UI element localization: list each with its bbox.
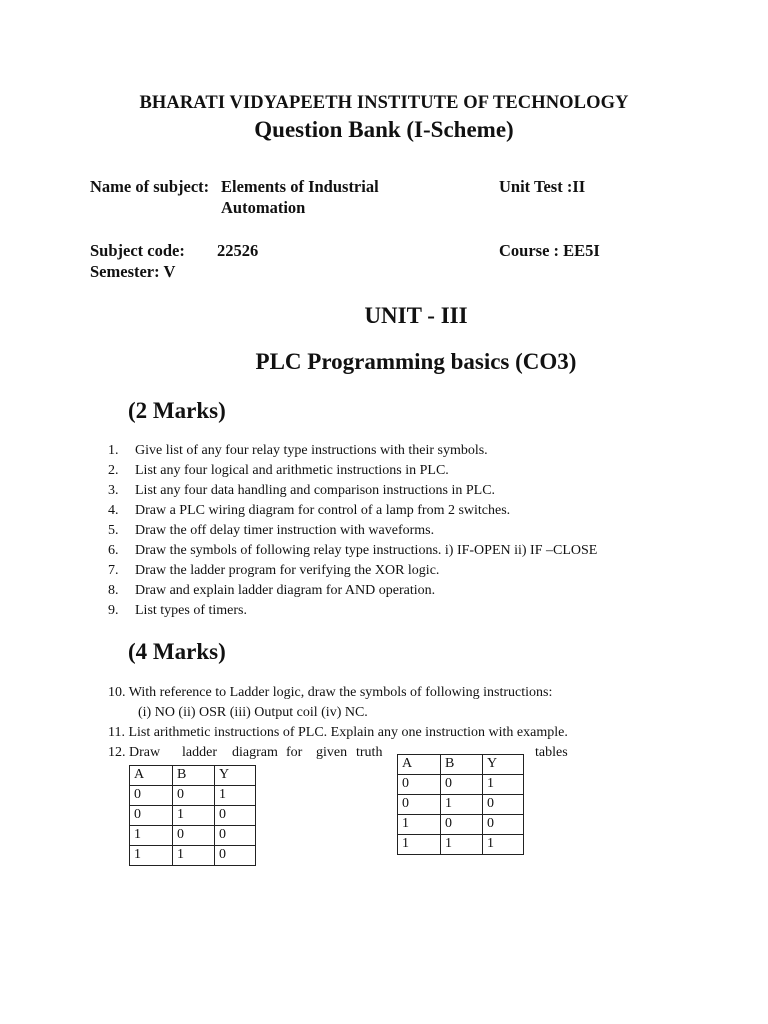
question-number: 9. [108,603,119,618]
question-number: 7. [108,563,119,578]
question-12-word: ladder [182,745,217,760]
table-cell: 0 [130,806,173,826]
table-row [130,786,256,806]
question-12-word: diagram [232,745,278,760]
subject-name-line2: Automation [221,198,306,217]
table-header-row [130,766,256,786]
subject-code-label: Subject code: [90,241,185,260]
question-12-word: given [316,745,348,760]
table-cell: 0 [130,786,173,806]
truth-table-2 [397,754,524,855]
question-text: List any four logical and arithmetic instructions in PLC. [135,463,449,478]
table-cell: 1 [130,846,173,866]
table-cell: 0 [215,846,256,866]
table-row [398,775,524,795]
question-12-word: 12. Draw [108,745,161,760]
table-cell: 0 [483,815,524,835]
question-number: 6. [108,543,119,558]
question-10-options: (i) NO (ii) OSR (iii) Output coil (iv) NC. [138,705,368,720]
unit-heading: UNIT - III [364,303,468,328]
question-number: 2. [108,463,119,478]
table-cell: 1 [130,826,173,846]
table-cell: 1 [441,795,483,815]
question-number: 1. [108,443,119,458]
table-cell: 0 [441,815,483,835]
question-text: Draw the symbols of following relay type instructions. i) IF-OPEN ii) IF –CLOSE [135,543,598,558]
table-cell: 0 [215,806,256,826]
list-item [108,541,597,561]
table-cell: 1 [173,846,215,866]
table-cell: 1 [483,775,524,795]
table-header-cell: A [130,766,173,786]
question-11: 11. List arithmetic instructions of PLC. Explain any one instruction with example. [108,725,568,740]
question-text: Draw the ladder program for verifying the XOR logic. [135,563,440,578]
unit-topic: PLC Programming basics (CO3) [255,349,577,374]
two-marks-question-list [108,441,597,621]
table-cell: 0 [398,775,441,795]
question-text: Draw the off delay timer instruction with waveforms. [135,523,435,538]
question-12-word: for [286,745,303,760]
table-row [398,795,524,815]
table-cell: 0 [398,795,441,815]
table-row [130,846,256,866]
question-12-tail: tables [535,745,568,760]
table-cell: 0 [483,795,524,815]
subject-name-line1: Elements of Industrial [221,177,379,196]
question-number: 5. [108,523,119,538]
question-number: 3. [108,483,119,498]
table-cell: 0 [173,786,215,806]
question-12-word: truth [356,745,383,760]
list-item [108,501,597,521]
document-title: Question Bank (I-Scheme) [254,117,514,142]
table-header-cell: B [173,766,215,786]
two-marks-heading: (2 Marks) [128,398,226,423]
list-item [108,561,597,581]
subject-code-value: 22526 [217,241,259,260]
table-cell: 1 [398,815,441,835]
table-header-cell: B [441,755,483,775]
table-cell: 0 [173,826,215,846]
question-text: List types of timers. [135,603,247,618]
list-item [108,461,597,481]
truth-table-1 [129,765,256,866]
table-row [130,826,256,846]
list-item [108,521,597,541]
question-text: Draw and explain ladder diagram for AND operation. [135,583,436,598]
question-10: 10. With reference to Ladder logic, draw the symbols of following instructions: [108,685,553,700]
table-header-cell: A [398,755,441,775]
table-header-cell: Y [215,766,256,786]
question-text: Draw a PLC wiring diagram for control of a lamp from 2 switches. [135,503,511,518]
question-number: 8. [108,583,119,598]
question-number: 4. [108,503,119,518]
list-item [108,481,597,501]
table-cell: 0 [215,826,256,846]
unit-test: Unit Test :II [499,177,586,196]
institute-name: BHARATI VIDYAPEETH INSTITUTE OF TECHNOLOGY [139,93,629,113]
subject-label: Name of subject: [90,177,210,196]
question-text: List any four data handling and comparison instructions in PLC. [135,483,496,498]
question-text: Give list of any four relay type instructions with their symbols. [135,443,488,458]
table-header-row [398,755,524,775]
table-cell: 1 [173,806,215,826]
list-item [108,441,597,461]
table-row [398,815,524,835]
table-header-cell: Y [483,755,524,775]
table-row [130,806,256,826]
table-row [398,835,524,855]
table-cell: 0 [441,775,483,795]
table-cell: 1 [215,786,256,806]
table-cell: 1 [441,835,483,855]
semester: Semester: V [90,262,176,281]
four-marks-heading: (4 Marks) [128,639,226,664]
list-item [108,601,597,621]
list-item [108,581,597,601]
course: Course : EE5I [499,241,600,260]
table-cell: 1 [483,835,524,855]
table-cell: 1 [398,835,441,855]
